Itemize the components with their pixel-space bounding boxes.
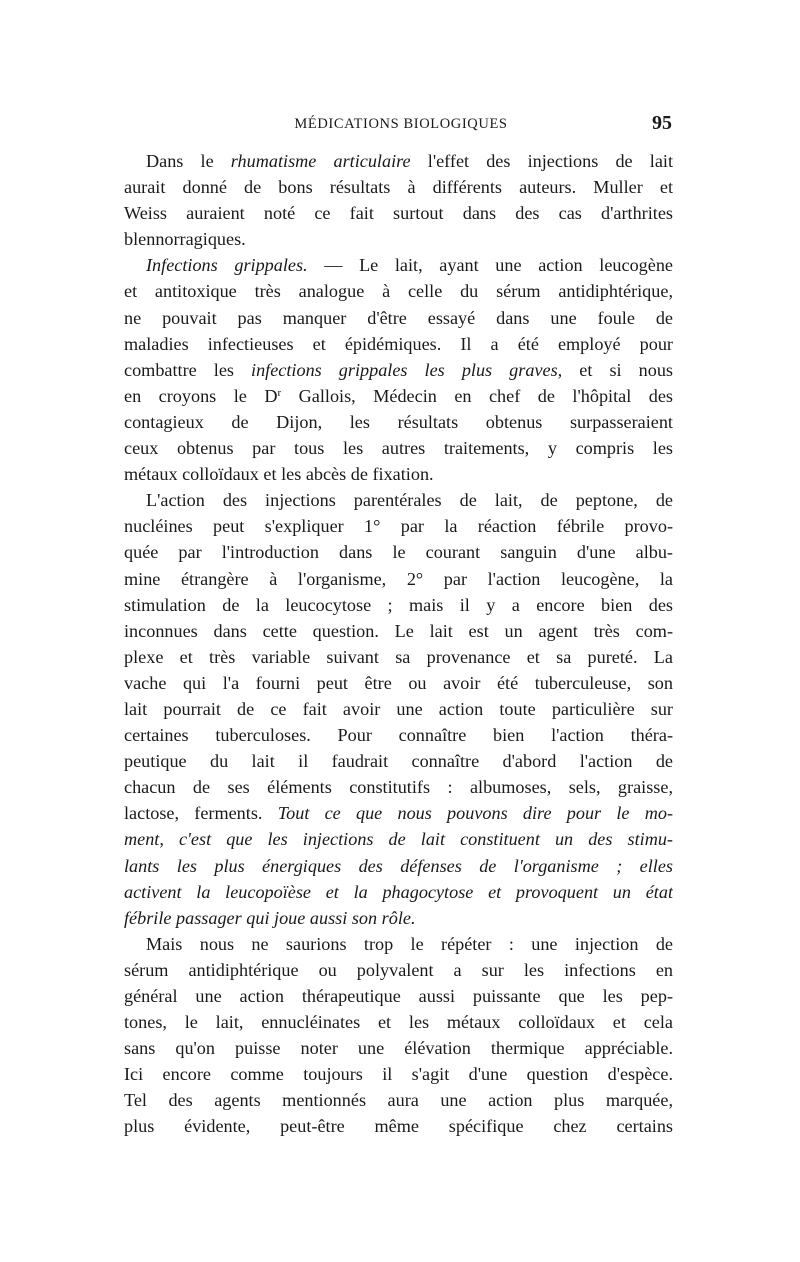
text-line [124,357,673,383]
superscript: r [277,386,282,399]
text-line: nucléines peut s'expliquer 1° par la réaction fébrile provo- [124,516,673,537]
italic-term: rhumatisme articulaire [230,151,411,171]
text-line: mine étrangère à l'organisme, 2° par l'action leucogène, la [124,568,673,589]
text-line [124,383,673,409]
text-line: plus évidente, peut-être même spécifique chez certains [124,1116,673,1137]
text-line [124,148,673,174]
text-line: ceux obtenus par tous les autres traitements, y compris les [124,438,673,459]
text-line: sans qu'on puisse noter une élévation thermique appréciable. [124,1038,673,1059]
text-run: lactose, ferments. [124,803,278,824]
body-text [124,148,673,1140]
text-line: sérum antidiphtérique ou polyvalent a sur les infections en [124,959,673,980]
italic-text: Tout ce que nous pouvons dire pour le mo- [277,803,673,824]
text-run: l'effet des injections de lait [410,151,673,171]
text-run: combattre les [124,359,252,380]
text-line: ment, c'est que les injections de lait constituent un des stimu- [124,829,673,850]
text-line: certaines tuberculoses. Pour connaître bien l'action théra- [124,725,673,746]
page-number: 95 [652,112,672,134]
text-run: Dans le [146,151,231,171]
running-head [130,112,672,138]
text-line: stimulation de la leucocytose ; mais il y a encore bien des [124,594,673,615]
text-line: activent la leucopoïèse et la phagocytose et provoquent un état [124,881,673,902]
text-line: métaux colloïdaux et les abcès de fixation. [124,464,434,485]
text-line [124,252,673,278]
text-line: inconnues dans cette question. Le lait est un agent très com- [124,620,673,641]
section-heading-inline: Infections grippales. [146,255,308,276]
italic-term: infections grippales les plus graves, [251,359,563,380]
text-line [124,800,673,826]
text-line: lants les plus énergiques des défenses de l'organisme ; elles [124,855,673,876]
text-line: Mais nous ne saurions trop le répéter : une injection de [146,933,673,954]
text-line: aurait donné de bons résultats à différents auteurs. Muller et [124,177,673,198]
text-run: et si nous [562,359,673,380]
text-line: Ici encore comme toujours il s'agit d'une question d'espèce. [124,1064,673,1085]
text-line: fébrile passager qui joue aussi son rôle. [124,907,416,928]
text-line: L'action des injections parentérales de lait, de peptone, de [146,490,673,511]
running-title: MÉDICATIONS BIOLOGIQUES [294,116,508,132]
text-line: contagieux de Dijon, les résultats obtenus surpasseraient [124,411,673,432]
text-line: maladies infectieuses et épidémiques. Il a été employé pour [124,333,673,354]
text-line: quée par l'introduction dans le courant sanguin d'une albu- [124,542,673,563]
text-line: plexe et très variable suivant sa provenance et sa pureté. La [124,646,673,667]
text-line: peutique du lait il faudrait connaître d'abord l'action de [124,751,673,772]
text-line: général une action thérapeutique aussi puissante que les pep- [124,986,673,1006]
text-line: lait pourrait de ce fait avoir une action toute particulière sur [124,698,673,719]
text-line: et antitoxique très analogue à celle du sérum antidiphtérique, [124,281,673,302]
text-line: vache qui l'a fourni peut être ou avoir été tuberculeuse, son [124,672,673,693]
text-run: en croyons le D [124,385,278,406]
text-line: chacun de ses éléments constitutifs : albumoses, sels, graisse, [124,777,673,798]
text-line: tones, le lait, ennucléinates et les métaux colloïdaux et cela [124,1012,673,1033]
text-line: ne pouvait pas manquer d'être essayé dans une foule de [124,307,673,328]
text-run: — Le lait, ayant une action leucogène [307,255,673,276]
text-line: Tel des agents mentionnés aura une action plus marquée, [124,1090,673,1111]
text-line: blennorragiques. [124,229,246,250]
text-run: Gallois, Médecin en chef de l'hôpital des [281,385,673,406]
text-line: Weiss auraient noté ce fait surtout dans des cas d'arthrites [124,203,673,224]
